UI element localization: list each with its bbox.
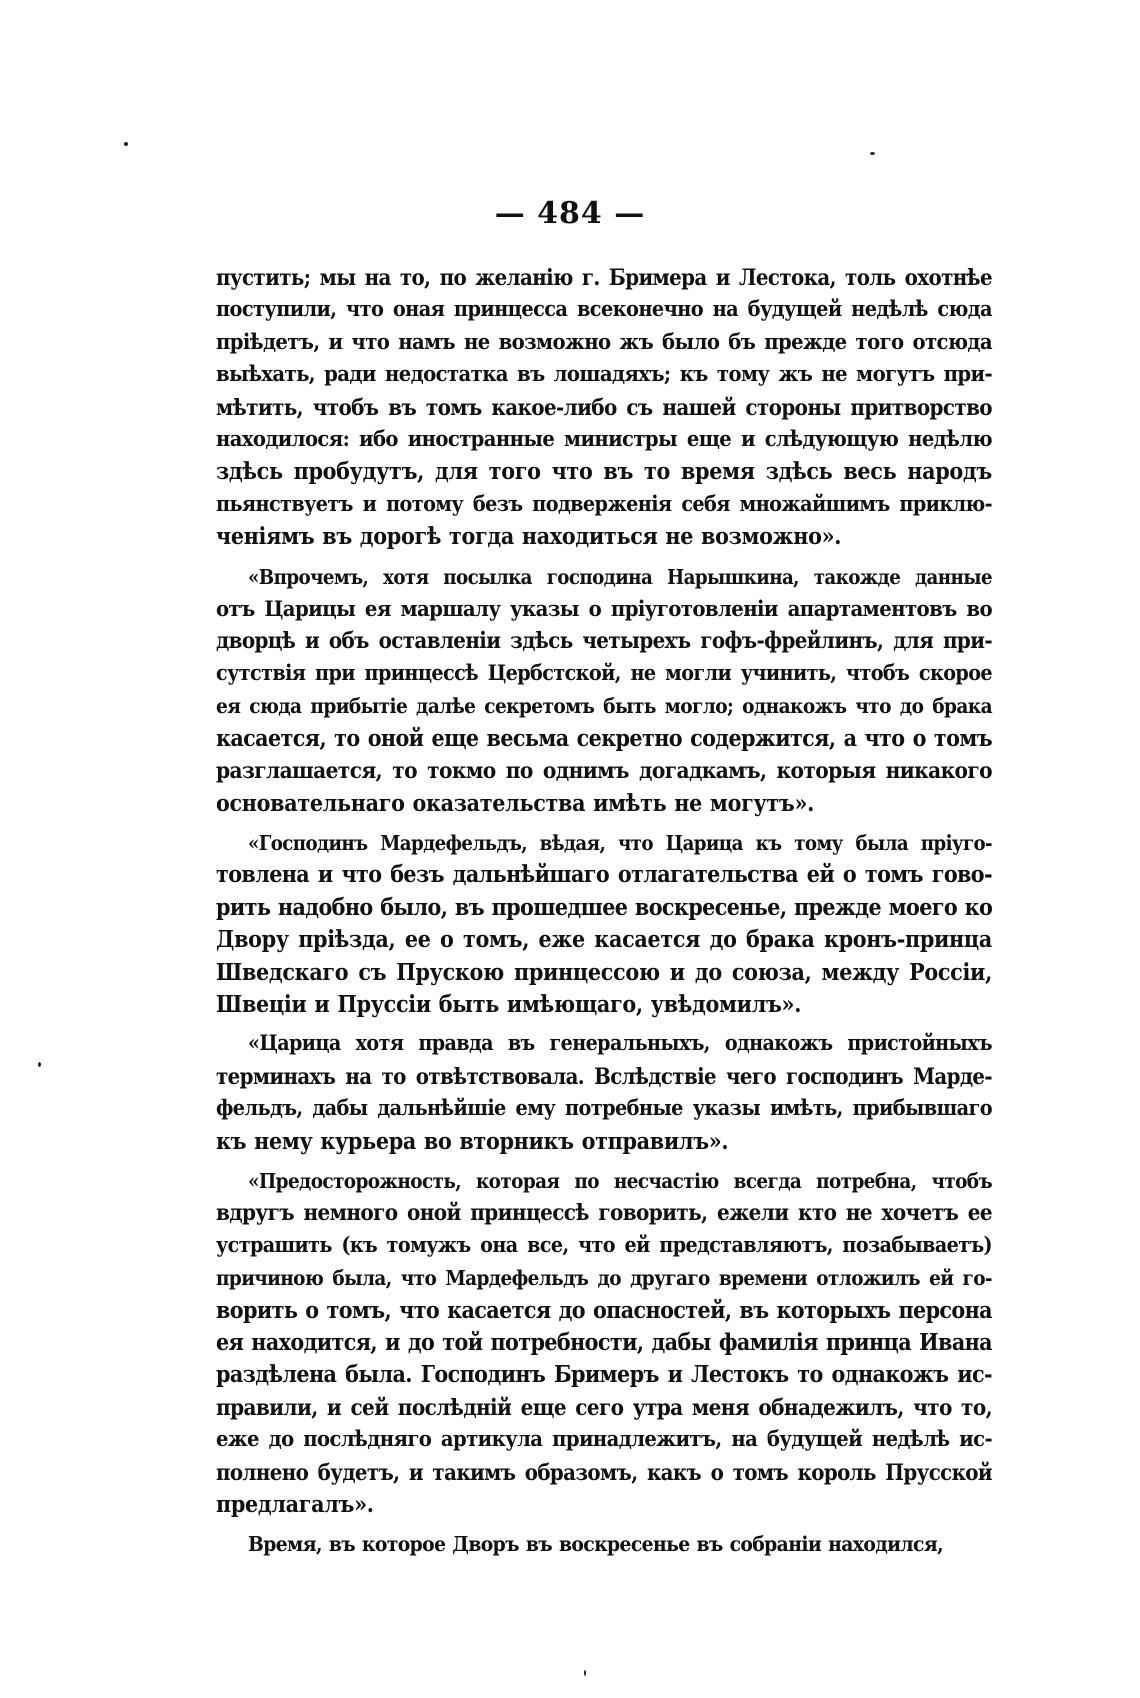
text-line: товлена и что безъ дальнѣйшаго отлагательства ей о томъ гово- xyxy=(216,861,992,889)
text-line: устрашить (къ томужъ она все, что ей представляютъ, позабываетъ) xyxy=(216,1232,992,1258)
paragraph xyxy=(216,1028,992,1158)
paragraph-gap xyxy=(216,1158,992,1165)
text-line: разглашается, то токмо по однимъ догадкамъ, которыя никакого xyxy=(216,758,992,785)
text-line: раздѣлена была. Господинъ Бримеръ и Лестокъ то однакожъ ис- xyxy=(216,1361,992,1389)
text-line: поступили, что оная принцесса всеконечно на будущей недѣлѣ сюда xyxy=(216,297,992,323)
text-line: пріѣдетъ, и что намъ не возможно жъ было бъ прежде того отсюда xyxy=(216,329,992,355)
text-line: дворцѣ и объ оставленіи здѣсь четырехъ гофъ-фрейлинъ, для при- xyxy=(216,628,992,655)
paragraph-gap xyxy=(216,820,992,827)
paragraph-gap xyxy=(216,554,992,561)
text-line: «Царица хотя правда въ генеральныхъ, однакожъ пристойныхъ xyxy=(248,1031,992,1057)
text-line: «Впрочемъ, хотя посылка господина Нарышкина, такожде данные xyxy=(248,564,992,589)
text-line: «Предосторожность, которая по несчастію всегда потребна, чтобъ xyxy=(248,1168,992,1193)
paragraph-gap xyxy=(216,1521,992,1528)
text-line: еже до послѣдняго артикула принадлежитъ, на будущей недѣлѣ ис- xyxy=(216,1427,992,1453)
text-line: терминахъ на то отвѣтствовала. Вслѣдствіе чего господинъ Марде- xyxy=(216,1063,992,1090)
text-line: ворить о томъ, что касается до опасностей, въ которыхъ персона xyxy=(216,1296,992,1324)
text-line: полнено будетъ, и такимъ образомъ, какъ о томъ король Прусской xyxy=(216,1459,992,1486)
paragraph-gap xyxy=(216,1021,992,1028)
text-line: вдругъ немного оной принцессѣ говорить, ежели кто не хочетъ ее xyxy=(216,1200,992,1227)
text-line: касается, то оной еще весьма секретно содержится, а что о томъ xyxy=(216,724,992,752)
text-line: къ нему курьера во вторникъ отправилъ». xyxy=(216,1127,729,1155)
paragraph xyxy=(216,827,992,1021)
paragraph xyxy=(216,1528,992,1560)
text-line: мѣтить, чтобъ въ томъ какое-либо съ нашей стороны притворство xyxy=(216,394,992,421)
text-line: рить надобно было, въ прошедшее воскресенье, прежде моего ко xyxy=(216,893,993,921)
text-line: сутствія при принцессѣ Цербстской, не могли учинить, чтобъ скорое xyxy=(216,660,992,686)
page-number: — 484 — xyxy=(494,196,646,231)
scan-speck xyxy=(584,1670,586,1676)
text-line: предлагалъ». xyxy=(216,1491,374,1519)
text-line: ея находится, и до той потребности, дабы фамилія принца Ивана xyxy=(216,1329,992,1356)
paragraph xyxy=(216,1165,992,1521)
scan-speck xyxy=(124,142,128,146)
text-line: ченіямъ въ дорогѣ тогда находиться не возможно». xyxy=(216,523,842,551)
text-line: основательнаго оказательства имѣть не могутъ». xyxy=(216,789,815,817)
text-line: ея сюда прибытіе далѣе секретомъ быть могло; однакожъ что до брака xyxy=(216,694,992,719)
text-line: пустить; мы на то, по желанію г. Бримера и Лестока, толь охотнѣе xyxy=(216,265,992,291)
paragraph xyxy=(216,561,992,820)
text-line: здѣсь пробудутъ, для того что въ то время здѣсь весь народъ xyxy=(216,458,992,486)
text-line: Швеціи и Пруссіи быть имѣющаго, увѣдомилъ». xyxy=(216,990,802,1018)
body-text xyxy=(216,262,992,1561)
text-line: причиною была, что Мардефельдъ до другаго времени отложилъ ей го- xyxy=(216,1266,992,1291)
scan-speck xyxy=(870,152,875,155)
text-line: правили, и сей послѣдній еще сего утра меня обнадежилъ, что то, xyxy=(216,1394,992,1421)
text-line: находилося: ибо иностранные министры еще и слѣдующую недѣлю xyxy=(216,427,992,453)
text-line: выѣхать, ради недостатка въ лошадяхъ; къ тому жъ не могутъ при- xyxy=(216,362,992,388)
text-line: пьянствуетъ и потому безъ подверженія себя множайшимъ приклю- xyxy=(216,491,992,517)
scan-speck xyxy=(38,1062,41,1067)
text-line: отъ Царицы ея маршалу указы о пріуготовленіи апартаментовъ во xyxy=(216,596,992,623)
paragraph xyxy=(216,262,992,554)
text-line: фельдъ, дабы дальнѣйшіе ему потребные указы имѣть, прибывшаго xyxy=(216,1096,992,1122)
text-line: «Господинъ Мардефельдъ, вѣдая, что Царица къ тому была пріуго- xyxy=(248,830,992,855)
text-line: Шведскаго съ Прускою принцессою и до союза, между Россіи, xyxy=(216,958,992,986)
text-line: Двору пріѣзда, ее о томъ, еже касается до брака кронъ-принца xyxy=(216,926,992,954)
text-line: Время, въ которое Дворъ въ воскресенье въ собраніи находился, xyxy=(248,1531,943,1557)
